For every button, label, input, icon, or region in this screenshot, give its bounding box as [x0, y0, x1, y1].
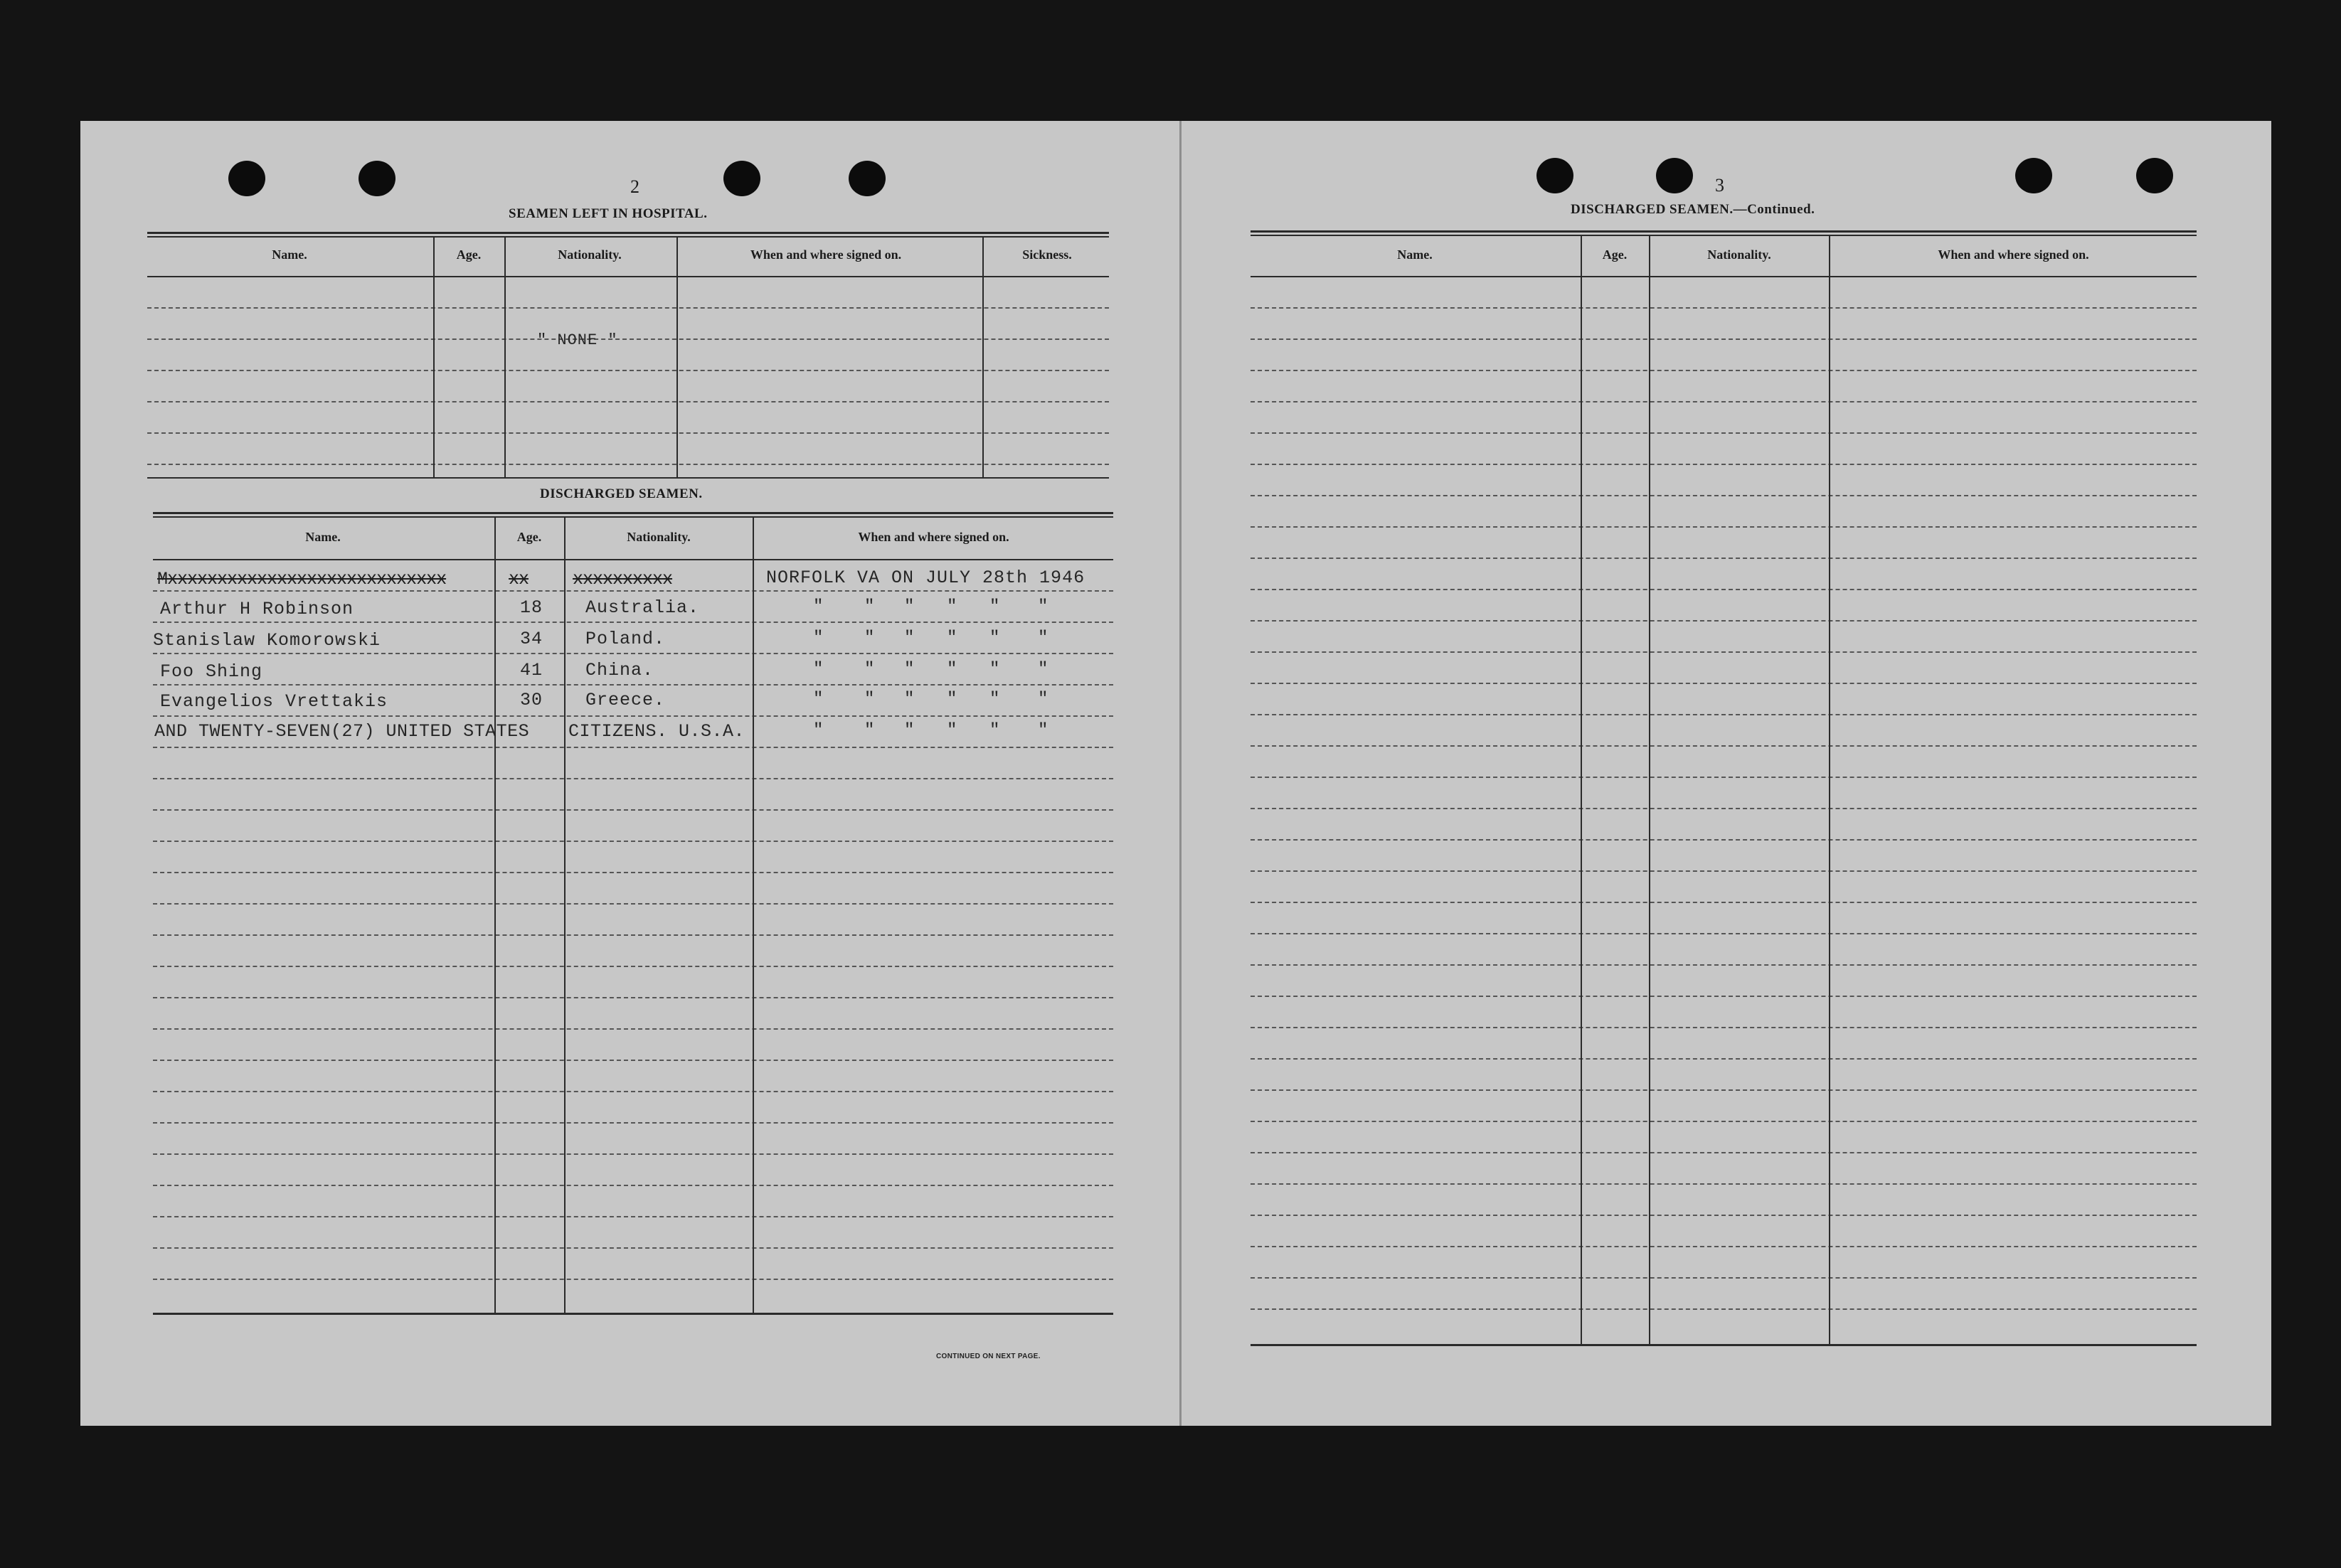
seaman-name: Foo Shing — [160, 661, 263, 682]
continued-footer: CONTINUED ON NEXT PAGE. — [936, 1353, 1041, 1360]
punch-hole — [1536, 158, 1573, 193]
column-nationality: Nationality. — [627, 530, 691, 544]
signed-on-entry: NORFOLK VA ON JULY 28th 1946 — [766, 567, 1085, 588]
ditto-mark: " — [813, 597, 824, 617]
hospital-none-entry: " NONE " — [537, 331, 618, 349]
column-age: Age. — [456, 247, 482, 262]
page-number: 2 — [630, 176, 639, 197]
discharged-table — [153, 512, 1113, 1362]
seaman-nationality: Poland. — [585, 629, 666, 649]
ditto-mark: " — [947, 721, 957, 740]
ditto-mark: " — [813, 721, 824, 740]
ditto-mark: " — [813, 629, 824, 648]
page-number: 3 — [1715, 175, 1724, 196]
punch-hole — [2136, 158, 2173, 193]
column-name: Name. — [305, 530, 341, 544]
seaman-age: 30 — [520, 690, 543, 710]
seaman-nationality: Australia. — [585, 597, 700, 618]
ditto-mark: " — [904, 597, 915, 617]
ditto-mark: " — [947, 690, 957, 709]
punch-hole — [849, 161, 886, 196]
ditto-mark: " — [904, 629, 915, 648]
ditto-mark: " — [1038, 690, 1049, 709]
column-sickness: Sickness. — [1022, 247, 1072, 262]
seaman-name: Arthur H Robinson — [160, 599, 354, 619]
struck-entry-nationality: xxxxxxxxxx — [573, 569, 673, 590]
hospital-section-title: SEAMEN LEFT IN HOSPITAL. — [509, 206, 708, 221]
column-signed-on: When and where signed on. — [1938, 247, 2089, 262]
ditto-mark: " — [864, 629, 875, 648]
ditto-mark: " — [813, 660, 824, 679]
ditto-mark: " — [864, 690, 875, 709]
ditto-mark: " — [947, 660, 957, 679]
column-signed-on: When and where signed on. — [858, 530, 1009, 544]
column-name: Name. — [1397, 247, 1433, 262]
ditto-mark: " — [904, 660, 915, 679]
seaman-age: 18 — [520, 597, 543, 618]
seaman-name: Stanislaw Komorowski — [153, 630, 381, 651]
punch-hole — [1656, 158, 1693, 193]
column-nationality: Nationality. — [558, 247, 622, 262]
ditto-mark: " — [864, 660, 875, 679]
column-age: Age. — [516, 530, 542, 544]
ditto-mark: " — [947, 597, 957, 617]
ditto-mark: " — [989, 721, 1000, 740]
seaman-nationality: China. — [585, 660, 654, 681]
struck-entry-age: xx — [509, 569, 529, 590]
ditto-mark: " — [989, 690, 1000, 709]
seaman-age: 41 — [520, 660, 543, 681]
punch-hole — [723, 161, 760, 196]
ditto-mark: " — [1038, 721, 1049, 740]
ditto-mark: " — [864, 721, 875, 740]
seaman-name: Evangelios Vrettakis — [160, 691, 388, 712]
document-sheet — [80, 121, 2271, 1426]
discharged-section-title: DISCHARGED SEAMEN. — [540, 486, 703, 501]
column-signed-on: When and where signed on. — [750, 247, 902, 262]
seaman-age: 34 — [520, 629, 543, 649]
ditto-mark: " — [989, 597, 1000, 617]
struck-entry-name: Mxxxxxxxxxxxxxxxxxxxxxxxxxxxx — [157, 569, 447, 590]
column-nationality: Nationality. — [1707, 247, 1771, 262]
page-fold — [1179, 121, 1182, 1426]
ditto-mark: " — [947, 629, 957, 648]
seaman-nationality: Greece. — [585, 690, 666, 710]
punch-hole — [2015, 158, 2052, 193]
ditto-mark: " — [1038, 660, 1049, 679]
discharged-continued-table — [1251, 230, 2197, 1347]
ditto-mark: " — [989, 629, 1000, 648]
summary-entry-name: AND TWENTY-SEVEN(27) UNITED STATES — [154, 721, 530, 742]
ditto-mark: " — [813, 690, 824, 709]
column-age: Age. — [1602, 247, 1628, 262]
ditto-mark: " — [904, 690, 915, 709]
ditto-mark: " — [1038, 597, 1049, 617]
ditto-mark: " — [1038, 629, 1049, 648]
ditto-mark: " — [904, 721, 915, 740]
discharged-continued-title: DISCHARGED SEAMEN.—Continued. — [1571, 202, 1815, 217]
punch-hole — [228, 161, 265, 196]
ditto-mark: " — [864, 597, 875, 617]
column-name: Name. — [272, 247, 307, 262]
ditto-mark: " — [989, 660, 1000, 679]
summary-entry-nationality: CITIZENS. U.S.A. — [568, 721, 745, 742]
punch-hole — [359, 161, 396, 196]
